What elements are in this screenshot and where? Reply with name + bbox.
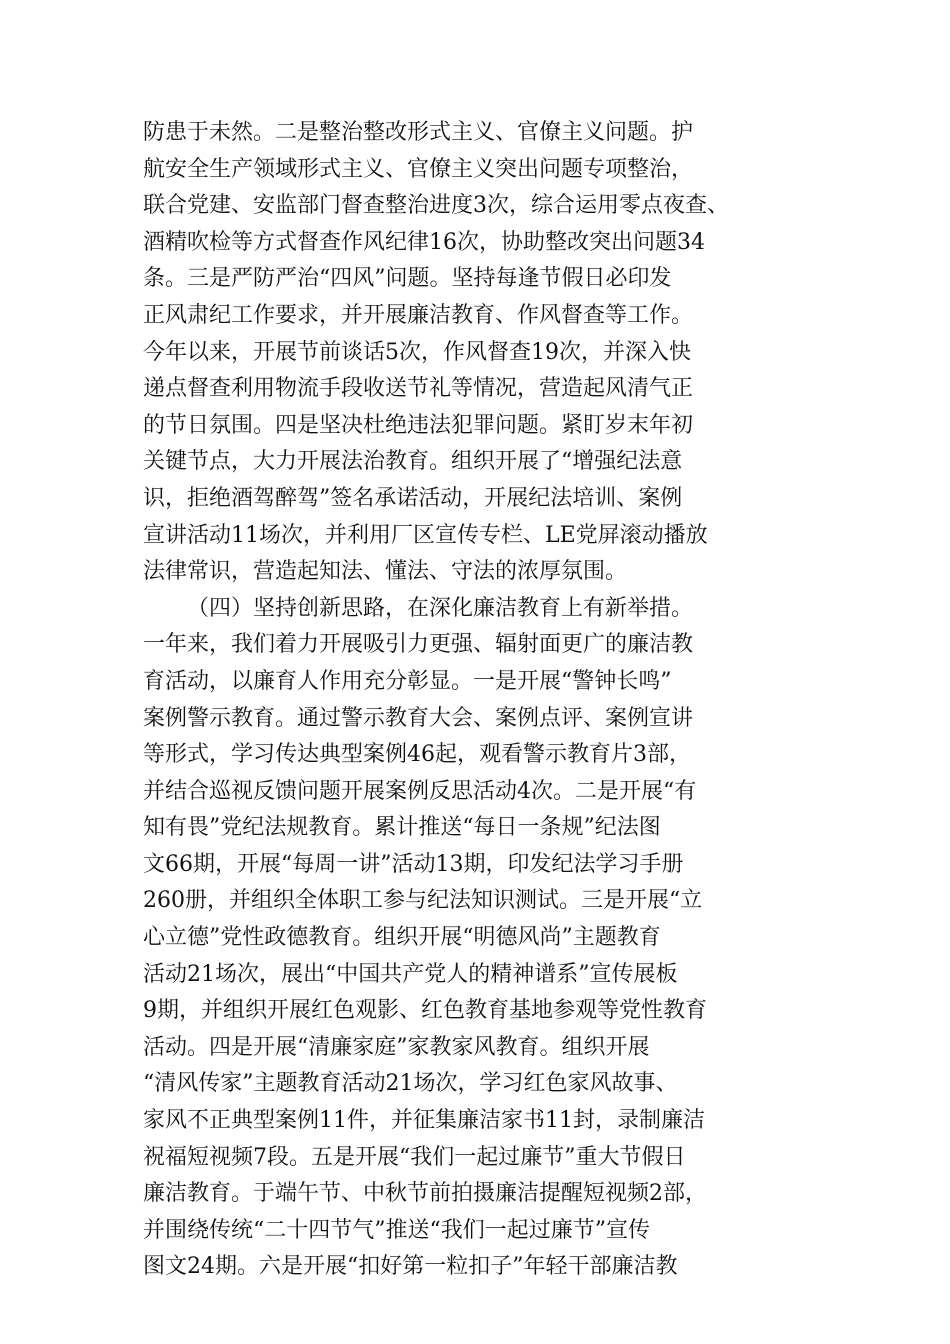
section-heading: （四）坚持创新思路，在深化廉洁教育上有新举措。: [187, 595, 694, 621]
text-line: 法律常识，营造起知法、懂法、守法的浓厚氛围。: [143, 559, 628, 585]
text-line: 酒精吹检等方式督查作风纪律16次，协助整改突出问题34: [143, 229, 705, 255]
text-line: 递点督查利用物流手段收送节礼等情况，营造起风清气正: [143, 376, 694, 402]
text-line: 宣讲活动11场次，并利用厂区宣传专栏、LE党屏滚动播放: [143, 522, 708, 548]
text-line: 活动21场次，展出“中国共产党人的精神谱系”宣传展板: [143, 961, 678, 987]
text-line: 廉洁教育。于端午节、中秋节前拍摄廉洁提醒短视频2部，: [143, 1181, 707, 1207]
text-line: 祝福短视频7段。五是开展“我们一起过廉节”重大节假日: [143, 1144, 686, 1170]
text-line: 的节日氛围。四是坚决杜绝违法犯罪问题。紧盯岁末年初: [143, 412, 694, 438]
text-line: “清风传家”主题教育活动21场次，学习红色家风故事、: [143, 1071, 678, 1097]
text-line: 260册，并组织全体职工参与纪法知识测试。三是开展“立: [143, 888, 703, 914]
text-line: 并结合巡视反馈问题开展案例反思活动4次。二是开展“有: [143, 778, 697, 804]
text-line: 活动。四是开展“清廉家庭”家教家风教育。组织开展: [143, 1034, 650, 1060]
text-line: 航安全生产领域形式主义、官僚主义突出问题专项整治，: [143, 156, 694, 182]
text-line: 并围绕传统“二十四节气”推送“我们一起过廉节”宣传: [143, 1217, 650, 1243]
text-line: 等形式，学习传达典型案例46起，观看警示教育片3部，: [143, 742, 691, 768]
text-line: 今年以来，开展节前谈话5次，作风督查19次，并深入快: [143, 339, 691, 365]
text-line: 联合党建、安监部门督查整治进度3次，综合运用零点夜查、: [143, 193, 729, 219]
text-line: 家风不正典型案例11件，并征集廉洁家书11封，录制廉洁: [143, 1108, 705, 1134]
text-line: 一年来，我们着力开展吸引力更强、辐射面更广的廉洁教: [143, 632, 694, 658]
text-line: 育活动，以廉育人作用充分彰显。一是开展“警钟长鸣”: [143, 668, 672, 694]
text-line: 文66期，开展“每周一讲”活动13期，印发纪法学习手册: [143, 851, 684, 877]
text-line: 案例警示教育。通过警示教育大会、案例点评、案例宣讲: [143, 705, 694, 731]
body-text: [143, 115, 813, 1286]
text-line: 图文24期。六是开展“扣好第一粒扣子”年轻干部廉洁教: [143, 1254, 678, 1280]
text-line: 心立德”党性政德教育。组织开展“明德风尚”主题教育: [143, 925, 661, 951]
text-line: 防患于未然。二是整治整改形式主义、官僚主义问题。护: [143, 120, 694, 145]
text-line: 识，拒绝酒驾醉驾”签名承诺活动，开展纪法培训、案例: [143, 485, 683, 511]
text-line: 关键节点，大力开展法治教育。组织开展了“增强纪法意: [143, 449, 683, 475]
text-line: 9期，并组织开展红色观影、红色教育基地参观等党性教育: [143, 998, 707, 1024]
text-line: 正风肃纪工作要求，并开展廉洁教育、作风督查等工作。: [143, 302, 694, 328]
text-line: 知有畏”党纪法规教育。累计推送“每日一条规”纪法图: [143, 815, 661, 841]
text-line: 条。三是严防严治“四风”问题。坚持每逢节假日必印发: [143, 266, 672, 292]
